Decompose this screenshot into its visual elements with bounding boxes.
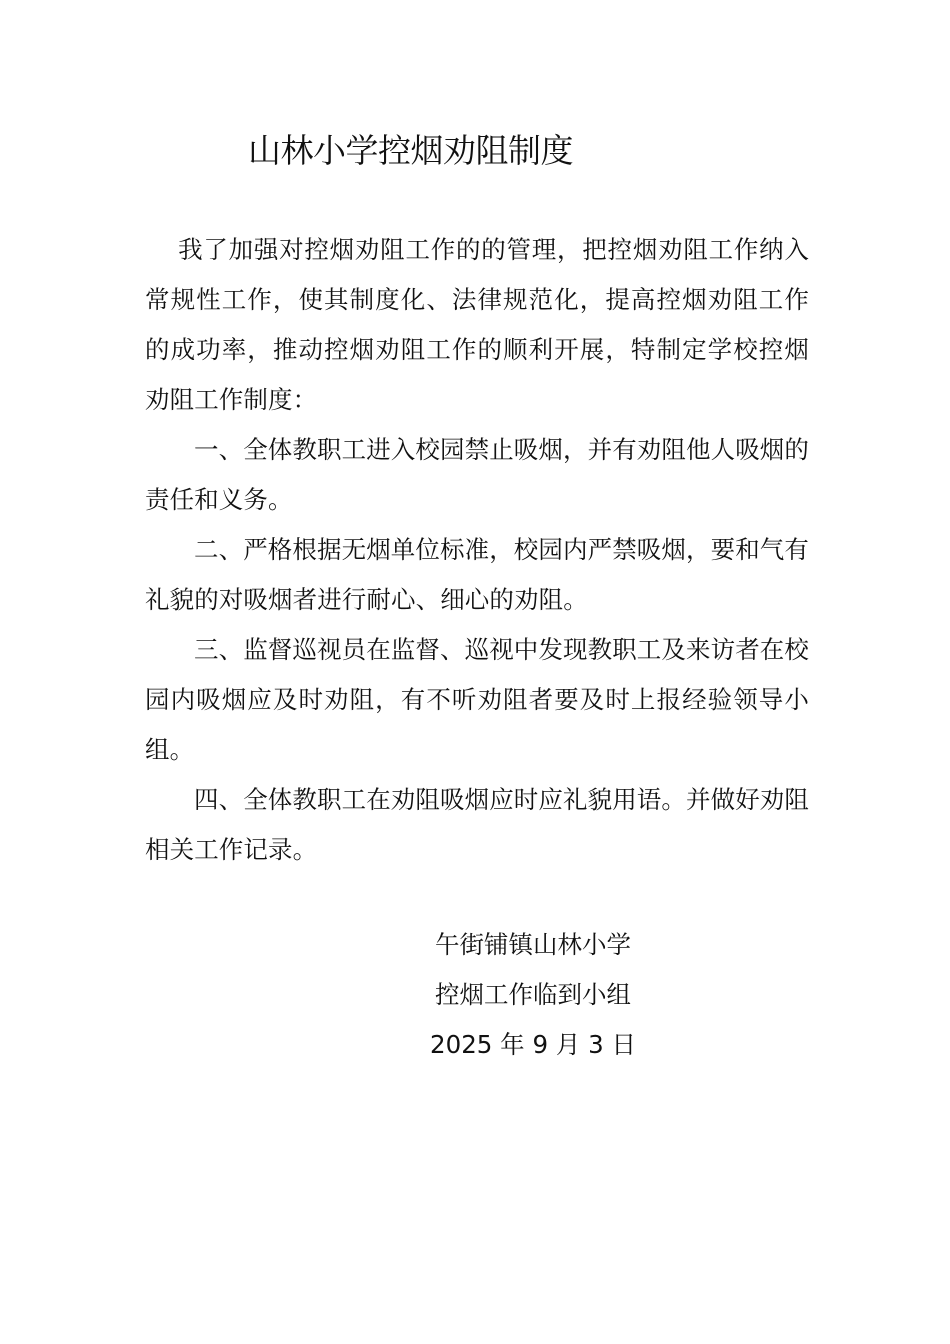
document-body bbox=[145, 225, 809, 875]
rule-3-paragraph: 三、监督巡视员在监督、巡视中发现教职工及来访者在校园内吸烟应及时劝阻，有不听劝阻者要及时上报经验领导小组。 bbox=[145, 635, 809, 764]
rule-2-paragraph: 二、严格根据无烟单位标准，校园内严禁吸烟，要和气有礼貌的对吸烟者进行耐心、细心的劝阻。 bbox=[145, 535, 809, 614]
signature-group: 控烟工作临到小组 bbox=[435, 980, 631, 1009]
signature-organization: 午街铺镇山林小学 bbox=[435, 930, 631, 959]
signature-block bbox=[400, 920, 666, 1070]
intro-paragraph: 我了加强对控烟劝阻工作的的管理，把控烟劝阻工作纳入常规性工作，使其制度化、法律规范化，提高控烟劝阻工作的成功率，推动控烟劝阻工作的顺利开展，特制定学校控烟劝阻工作制度： bbox=[145, 235, 809, 414]
rule-1-paragraph: 一、全体教职工进入校园禁止吸烟，并有劝阻他人吸烟的责任和义务。 bbox=[145, 435, 809, 514]
rule-4-paragraph: 四、全体教职工在劝阻吸烟应时应礼貌用语。并做好劝阻相关工作记录。 bbox=[145, 785, 809, 864]
document-title: 山林小学控烟劝阻制度 bbox=[248, 131, 573, 170]
signature-date: 2025 年 9 月 3 日 bbox=[430, 1030, 636, 1059]
